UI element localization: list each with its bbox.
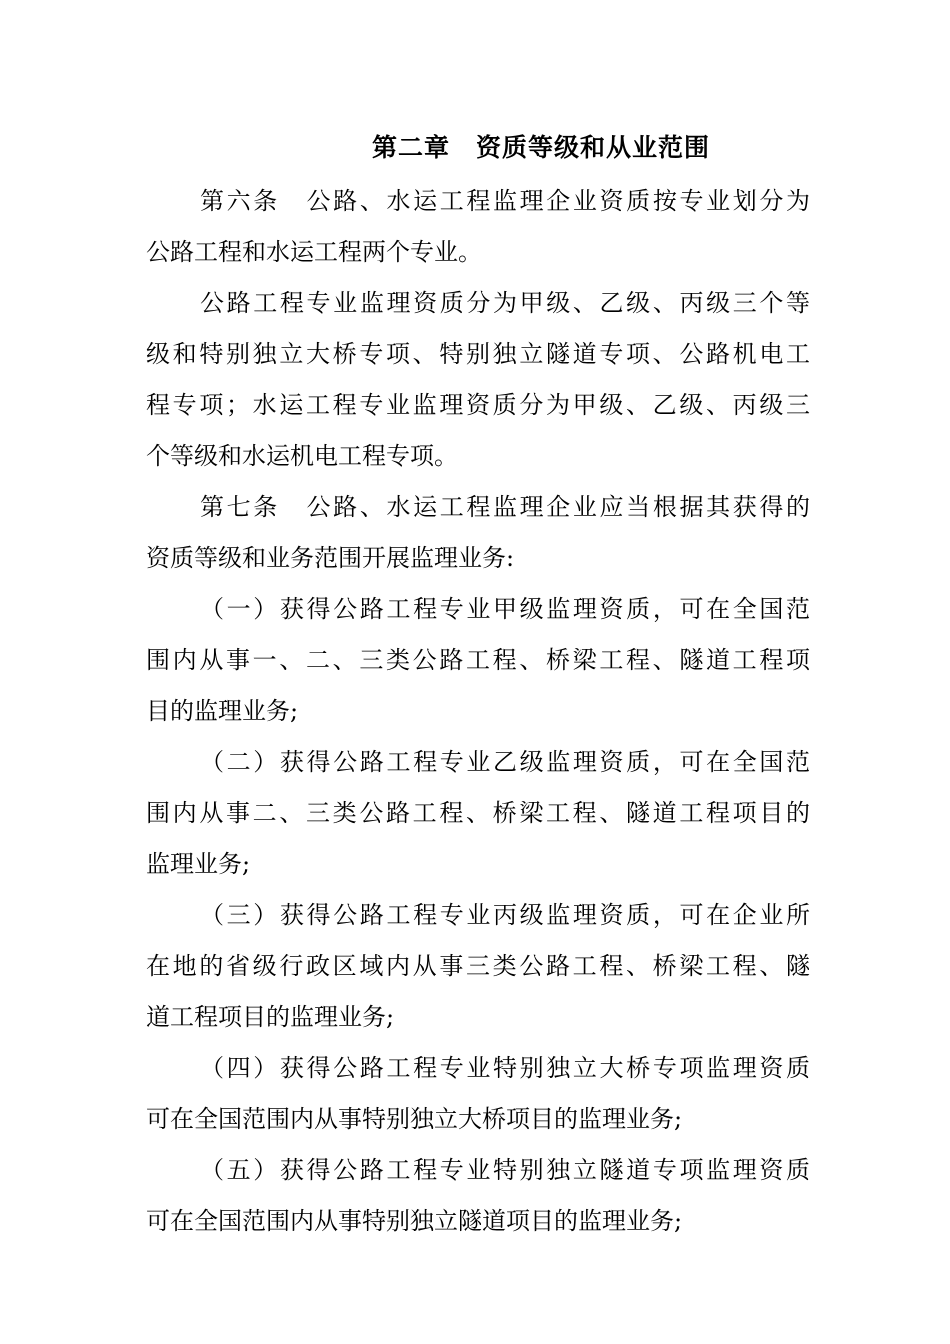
item-3-line-3: 道工程项目的监理业务; [146,1003,395,1031]
item-2-line-3: 监理业务; [146,850,251,878]
item-4-line-2: 可在全国范围内从事特别独立大桥项目的监理业务; [146,1105,683,1133]
article-6-line-1: 第六条 公路、水运工程监理企业资质按专业划分为 [200,187,810,215]
item-1-line-3: 目的监理业务; [146,697,299,725]
highway-qualification-line-2: 级和特别独立大桥专项、特别独立隧道专项、公路机电工 [146,340,810,368]
item-1-line-1: （一）获得公路工程专业甲级监理资质，可在全国范 [200,595,810,623]
highway-qualification-line-3: 程专项；水运工程专业监理资质分为甲级、乙级、丙级三 [146,391,810,419]
chapter-title: 第二章 资质等级和从业范围 [372,133,711,162]
item-3-line-2: 在地的省级行政区域内从事三类公路工程、桥梁工程、隧 [146,952,810,980]
document-body [146,176,810,1247]
item-2-line-1: （二）获得公路工程专业乙级监理资质，可在全国范 [200,748,810,776]
item-4-line-1: （四）获得公路工程专业特别独立大桥专项监理资质 [200,1054,810,1082]
article-6-line-2: 公路工程和水运工程两个专业。 [146,238,482,266]
article-7-line-2: 资质等级和业务范围开展监理业务: [146,544,515,572]
item-3-line-1: （三）获得公路工程专业丙级监理资质，可在企业所 [200,901,810,929]
article-7-line-1: 第七条 公路、水运工程监理企业应当根据其获得的 [200,493,810,521]
item-5-line-2: 可在全国范围内从事特别独立隧道项目的监理业务; [146,1207,683,1235]
item-2-line-2: 围内从事二、三类公路工程、桥梁工程、隧道工程项目的 [146,799,810,827]
highway-qualification-line-4: 个等级和水运机电工程专项。 [146,442,458,470]
item-1-line-2: 围内从事一、二、三类公路工程、桥梁工程、隧道工程项 [146,646,810,674]
item-5-line-1: （五）获得公路工程专业特别独立隧道专项监理资质 [200,1156,810,1184]
highway-qualification-line-1: 公路工程专业监理资质分为甲级、乙级、丙级三个等 [200,289,810,317]
